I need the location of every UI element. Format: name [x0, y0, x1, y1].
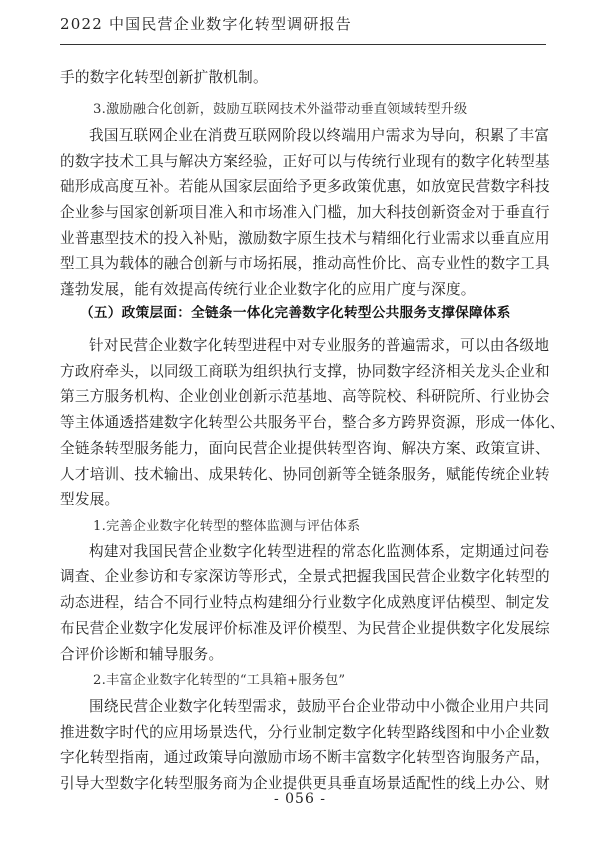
section-heading-5: （五）政策层面：全链条一体化完善数字化转型公共服务支撑保障体系 [80, 305, 511, 321]
running-header: 2022 中国民营企业数字化转型调研报告 [60, 15, 352, 33]
body-line: 字化转型指南，通过政策导向激励市场不断丰富数字化转型咨询服务产品， [60, 749, 550, 766]
paragraph-start: 针对民营企业数字化转型进程中对专业服务的普遍需求，可以由各级地 [89, 337, 550, 354]
body-line: 引导大型数字化转型服务商为企业提供更具垂直场景适配性的线上办公、财 [60, 775, 550, 792]
body-line: 的数字技术工具与解决方案经验，正好可以与传统行业现有的数字化转型基 [60, 153, 550, 170]
body-line: 调查、企业参访和专家深访等形式，全景式把握我国民营企业数字化转型的 [60, 568, 550, 585]
paragraph-start: 构建对我国民营企业数字化转型进程的常态化监测体系，定期通过问卷 [89, 543, 550, 560]
body-line: 全链条转型服务能力，面向民营企业提供转型咨询、解决方案、政策宣讲、 [60, 440, 550, 457]
body-line: 第三方服务机构、企业创业创新示范基地、高等院校、科研院所、行业协会 [60, 388, 550, 405]
body-line: 等主体通透搭建数字化转型公共服务平台，整合多方跨界资源，形成一体化、 [60, 414, 565, 431]
body-line: 手的数字化转型创新扩散机制。 [60, 69, 268, 86]
body-line: 方政府牵头，以同级工商联为组织执行支撑，协同数字经济相关龙头企业和 [60, 363, 550, 380]
body-line: 础形成高度互补。若能从国家层面给予更多政策优惠，如放宽民营数字科技 [60, 178, 550, 195]
subsection-heading-1: 1.完善企业数字化转型的整体监测与评估体系 [93, 519, 361, 534]
paragraph-start: 我国互联网企业在消费互联网阶段以终端用户需求为导向，积累了丰富 [89, 127, 550, 144]
body-line: 动态进程，结合不同行业特点构建细分行业数字化成熟度评估模型、制定发 [60, 594, 550, 611]
body-line: 推进数字时代的应用场景迭代，分行业制定数字化转型路线图和中小企业数 [60, 724, 550, 741]
body-line: 合评价诊断和辅导服务。 [60, 646, 224, 663]
body-line: 业普惠型技术的投入补贴，激励数字原生技术与精细化行业需求以垂直应用 [60, 230, 550, 247]
subsection-heading-3: 3.激励融合化创新，鼓励互联网技术外溢带动垂直领域转型升级 [93, 102, 468, 117]
body-line: 型发展。 [60, 491, 120, 508]
body-line: 蓬勃发展，能有效提高传统行业企业数字化的应用广度与深度。 [60, 281, 476, 298]
header-rule [60, 44, 546, 45]
paragraph-start: 围绕民营企业数字化转型需求，鼓励平台企业带动中小微企业用户共同 [89, 698, 550, 715]
body-line: 人才培训、技术输出、成果转化、协同创新等全链条服务，赋能传统企业转 [60, 466, 550, 483]
body-line: 型工具为载体的融合创新与市场拓展，推动高性价比、高专业性的数字工具 [60, 255, 550, 272]
body-line: 企业参与国家创新项目准入和市场准入门槛，加大科技创新资金对于垂直行 [60, 204, 550, 221]
page-number: - 056 - [273, 791, 327, 807]
body-line: 布民营企业数字化发展评价标准及评价模型、为民营企业提供数字化发展综 [60, 620, 550, 637]
subsection-heading-2: 2.丰富企业数字化转型的“工具箱+服务包” [93, 673, 346, 688]
